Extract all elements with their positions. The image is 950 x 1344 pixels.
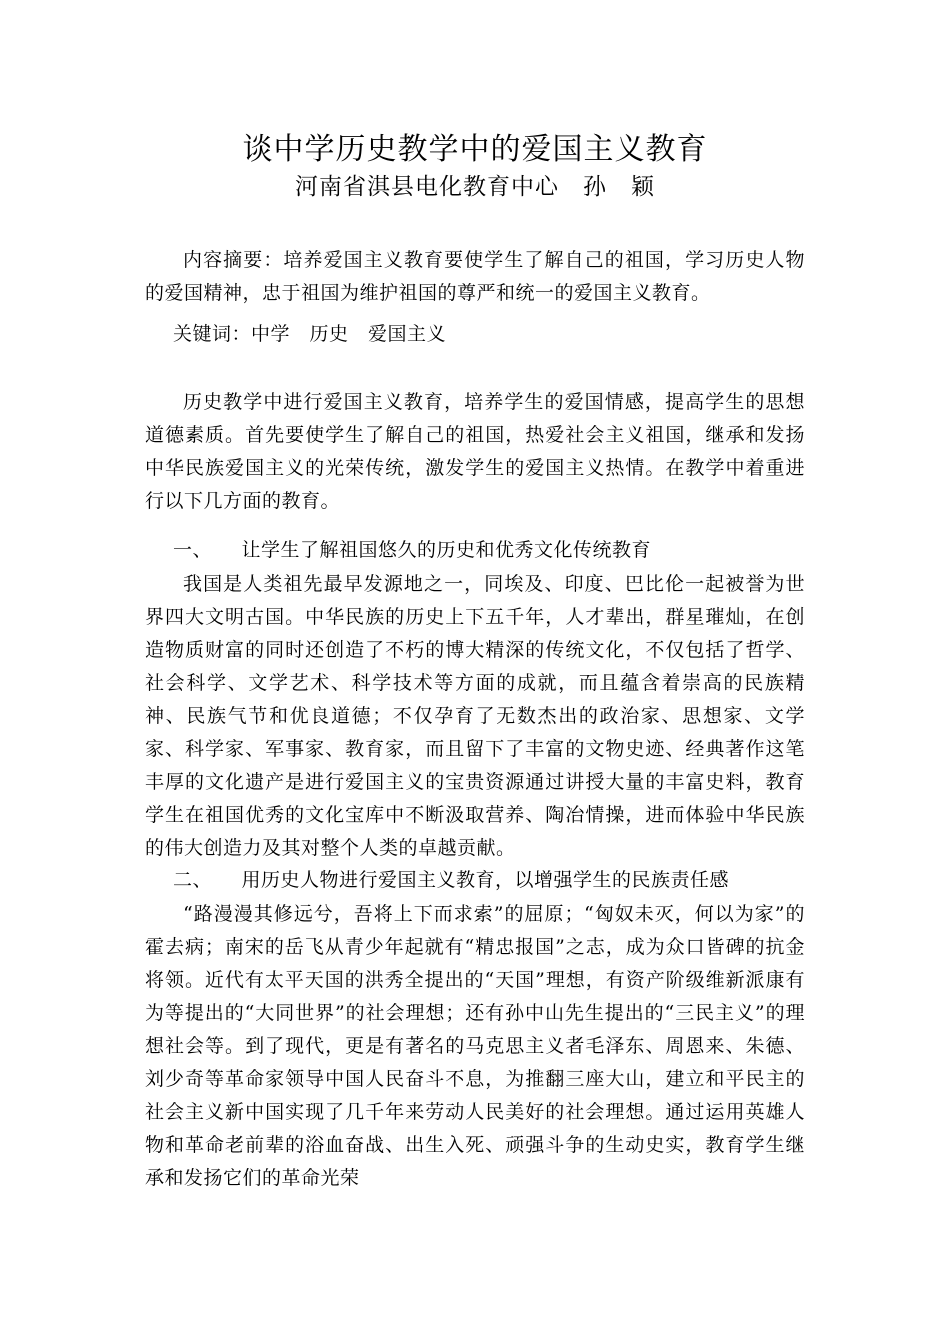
intro-paragraph: 历史教学中进行爱国主义教育，培养学生的爱国情感，提高学生的思想道德素质。首先要使学生了解自己的祖国，热爱社会主义祖国，继承和发扬中华民族爱国主义的光荣传统，激发学生的爱国主义热情。在教学中着重进行以下几方面的教育。 <box>145 391 805 512</box>
author-line: 河南省淇县电化教育中心 孙 颖 <box>295 174 655 200</box>
section-2-body: “路漫漫其修远兮，吾将上下而求索”的屈原；“匈奴未灭，何以为家”的霍去病；南宋的岳飞从青少年起就有“精忠报国”之志，成为众口皆碑的抗金将领。近代有太平天国的洪秀全提出的“天国”理想，有资产阶级维新派康有为等提出的“大同世界”的社会理想；还有孙中山先生提出的“三民主义”的理想社会等。到了现代，更是有著名的马克思主义者毛泽东、周恩来、朱德、刘少奇等革命家领导中国人民奋斗不息，为推翻三座大山，建立和平民主的社会主义新中国实现了几千年来劳动人民美好的社会理想。通过运用英雄人物和革命老前辈的浴血奋战、出生入死、顽强斗争的生动史实，教育学生继承和发扬它们的革命光荣 <box>145 903 805 1189</box>
keywords-line: 关键词：中学 历史 爱国主义 <box>173 323 447 345</box>
document-title: 谈中学历史教学中的爱国主义教育 <box>242 132 708 167</box>
section-2-heading: 二、 用历史人物进行爱国主义教育，以增强学生的民族责任感 <box>173 869 730 891</box>
abstract-paragraph: 内容摘要：培养爱国主义教育要使学生了解自己的祖国，学习历史人物的爱国精神，忠于祖国为维护祖国的尊严和统一的爱国主义教育。 <box>145 249 805 304</box>
section-1-body: 我国是人类祖先最早发源地之一，同埃及、印度、巴比伦一起被誉为世界四大文明古国。中华民族的历史上下五千年，人才辈出，群星璀灿，在创造物质财富的同时还创造了不朽的博大精深的传统文化，不仅包括了哲学、社会科学、文学艺术、科学技术等方面的成就，而且蕴含着崇高的民族精神、民族气节和优良道德；不仅孕育了无数杰出的政治家、思想家、文学家、科学家、军事家、教育家，而且留下了丰富的文物史迹、经典著作这笔丰厚的文化遗产是进行爱国主义的宝贵资源通过讲授大量的丰富史料，教育学生在祖国优秀的文化宝库中不断汲取营养、陶冶情操，进而体验中华民族的伟大创造力及其对整个人类的卓越贡献。 <box>145 573 805 859</box>
section-1-heading: 一、 让学生了解祖国悠久的历史和优秀文化传统教育 <box>173 539 652 561</box>
